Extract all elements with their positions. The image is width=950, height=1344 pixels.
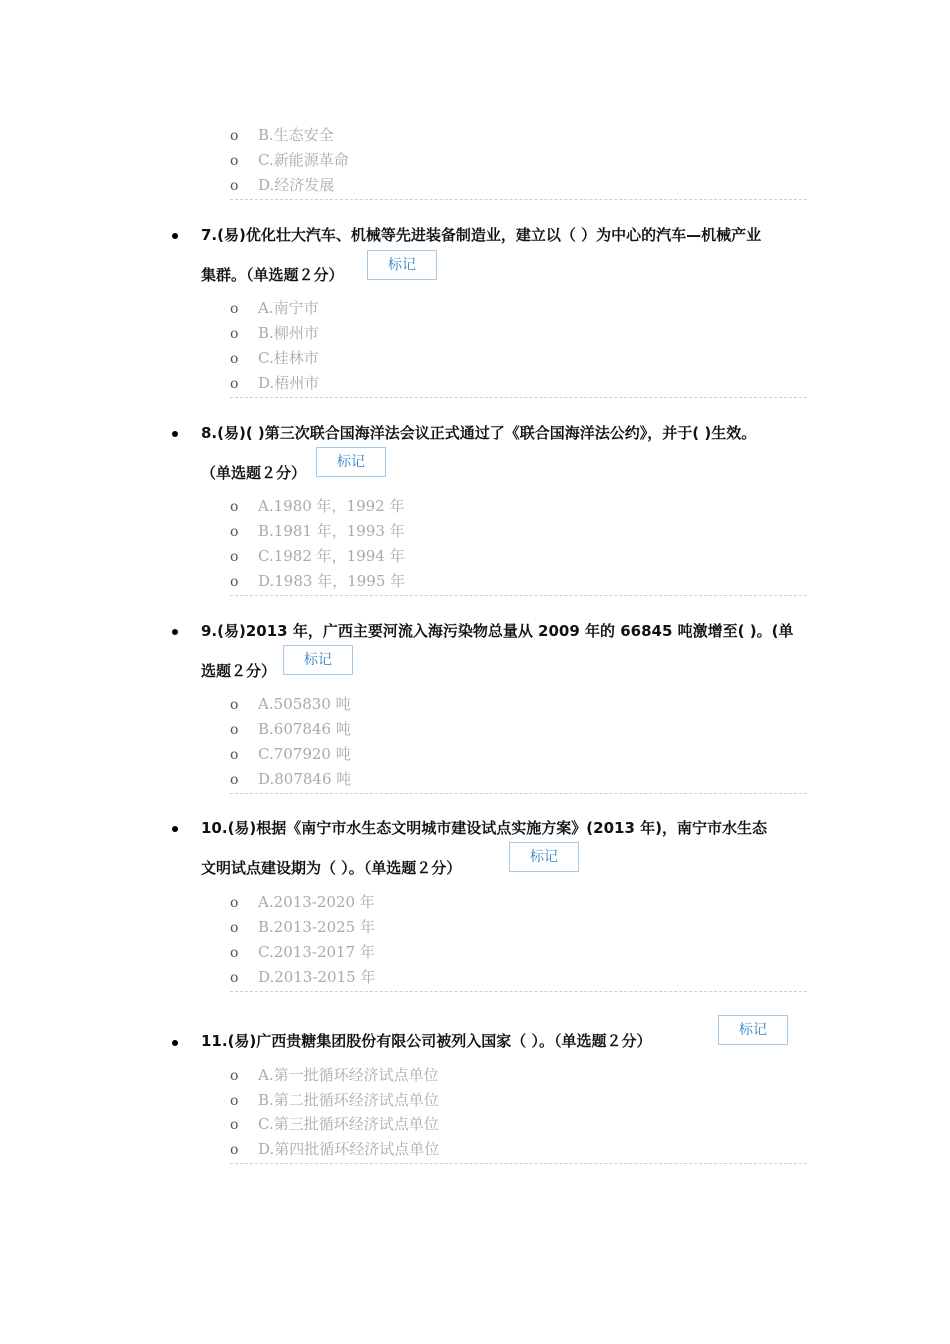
option-text: C.桂林市 [258, 349, 319, 367]
option-marker: o [230, 376, 239, 392]
option-marker: o [230, 549, 239, 565]
divider [230, 991, 807, 992]
option-text: D.807846 吨 [258, 770, 352, 788]
mark-button[interactable]: 标记 [283, 645, 353, 675]
option-item[interactable] [230, 890, 375, 914]
question-text-line1: 9.(易)2013 年，广西主要河流入海污染物总量从 2009 年的 66845 吨激增至( )。(单 [201, 622, 794, 640]
option-item[interactable] [230, 173, 334, 197]
option-item[interactable] [230, 1112, 439, 1136]
option-item[interactable] [230, 123, 334, 147]
option-text: B.柳州市 [258, 324, 319, 342]
bullet-icon [172, 826, 178, 832]
option-marker: o [230, 524, 239, 540]
option-marker: o [230, 351, 239, 367]
option-text: C.1982 年，1994 年 [258, 547, 405, 565]
option-marker: o [230, 1068, 239, 1084]
option-marker: o [230, 153, 239, 169]
option-text: A.2013-2020 年 [258, 893, 375, 911]
option-marker: o [230, 747, 239, 763]
bullet-icon [172, 629, 178, 635]
mark-button[interactable]: 标记 [718, 1015, 788, 1045]
question-text-line1: 10.(易)根据《南宁市水生态文明城市建设试点实施方案》(2013 年)，南宁市水生态 [201, 819, 767, 837]
option-text: B.607846 吨 [258, 720, 351, 738]
option-item[interactable] [230, 915, 375, 939]
option-item[interactable] [230, 296, 319, 320]
option-item[interactable] [230, 321, 319, 345]
option-item[interactable] [230, 940, 375, 964]
mark-button[interactable]: 标记 [367, 250, 437, 280]
divider [230, 1163, 807, 1164]
divider [230, 793, 807, 794]
option-text: A.505830 吨 [258, 695, 351, 713]
option-item[interactable] [230, 965, 375, 989]
option-text: B.生态安全 [258, 126, 334, 144]
option-item[interactable] [230, 767, 351, 791]
option-marker: o [230, 499, 239, 515]
option-item[interactable] [230, 494, 405, 518]
option-marker: o [230, 970, 239, 986]
option-text: A.1980 年，1992 年 [258, 497, 405, 515]
option-item[interactable] [230, 148, 349, 172]
option-marker: o [230, 920, 239, 936]
option-marker: o [230, 895, 239, 911]
option-item[interactable] [230, 742, 351, 766]
question-text-line1: 7.(易)优化壮大汽车、机械等先进装备制造业，建立以（ ）为中心的汽车—机械产业 [201, 226, 762, 244]
option-text: B.2013-2025 年 [258, 918, 375, 936]
option-marker: o [230, 574, 239, 590]
option-marker: o [230, 128, 239, 144]
option-item[interactable] [230, 692, 351, 716]
option-item[interactable] [230, 1137, 439, 1161]
mark-button[interactable]: 标记 [316, 447, 386, 477]
divider [230, 199, 807, 200]
question-text-line2: 集群。（单选题２分） [201, 266, 344, 284]
option-text: A.南宁市 [258, 299, 319, 317]
question-text-line1: 11.(易)广西贵糖集团股份有限公司被列入国家（ ）。（单选题２分） [201, 1032, 652, 1050]
option-marker: o [230, 1117, 239, 1133]
option-item[interactable] [230, 346, 319, 370]
option-text: C.第三批循环经济试点单位 [258, 1115, 439, 1133]
option-text: A.第一批循环经济试点单位 [258, 1066, 439, 1084]
option-text: C.新能源革命 [258, 151, 349, 169]
option-marker: o [230, 178, 239, 194]
option-marker: o [230, 722, 239, 738]
bullet-icon [172, 233, 178, 239]
bullet-icon [172, 1040, 178, 1046]
divider [230, 595, 807, 596]
option-text: B.1981 年，1993 年 [258, 522, 405, 540]
option-marker: o [230, 1142, 239, 1158]
option-marker: o [230, 772, 239, 788]
option-text: D.2013-2015 年 [258, 968, 376, 986]
option-item[interactable] [230, 569, 405, 593]
option-marker: o [230, 1093, 239, 1109]
option-marker: o [230, 697, 239, 713]
option-text: D.梧州市 [258, 374, 320, 392]
option-marker: o [230, 301, 239, 317]
question-text-line1: 8.(易)( )第三次联合国海洋法会议正式通过了《联合国海洋法公约》，并于( )生效。 [201, 424, 757, 442]
option-text: D.1983 年，1995 年 [258, 572, 406, 590]
option-text: D.经济发展 [258, 176, 335, 194]
mark-button[interactable]: 标记 [509, 842, 579, 872]
option-item[interactable] [230, 544, 405, 568]
option-marker: o [230, 326, 239, 342]
question-text-line2: 选题２分） [201, 662, 277, 680]
bullet-icon [172, 431, 178, 437]
option-marker: o [230, 945, 239, 961]
option-text: C.707920 吨 [258, 745, 351, 763]
option-text: C.2013-2017 年 [258, 943, 375, 961]
option-item[interactable] [230, 371, 319, 395]
divider [230, 397, 807, 398]
option-item[interactable] [230, 717, 351, 741]
option-item[interactable] [230, 1088, 439, 1112]
option-text: D.第四批循环经济试点单位 [258, 1140, 440, 1158]
question-text-line2: 文明试点建设期为（ ）。（单选题２分） [201, 859, 462, 877]
option-item[interactable] [230, 1063, 439, 1087]
question-text-line2: （单选题２分） [201, 464, 307, 482]
option-text: B.第二批循环经济试点单位 [258, 1091, 439, 1109]
option-item[interactable] [230, 519, 405, 543]
